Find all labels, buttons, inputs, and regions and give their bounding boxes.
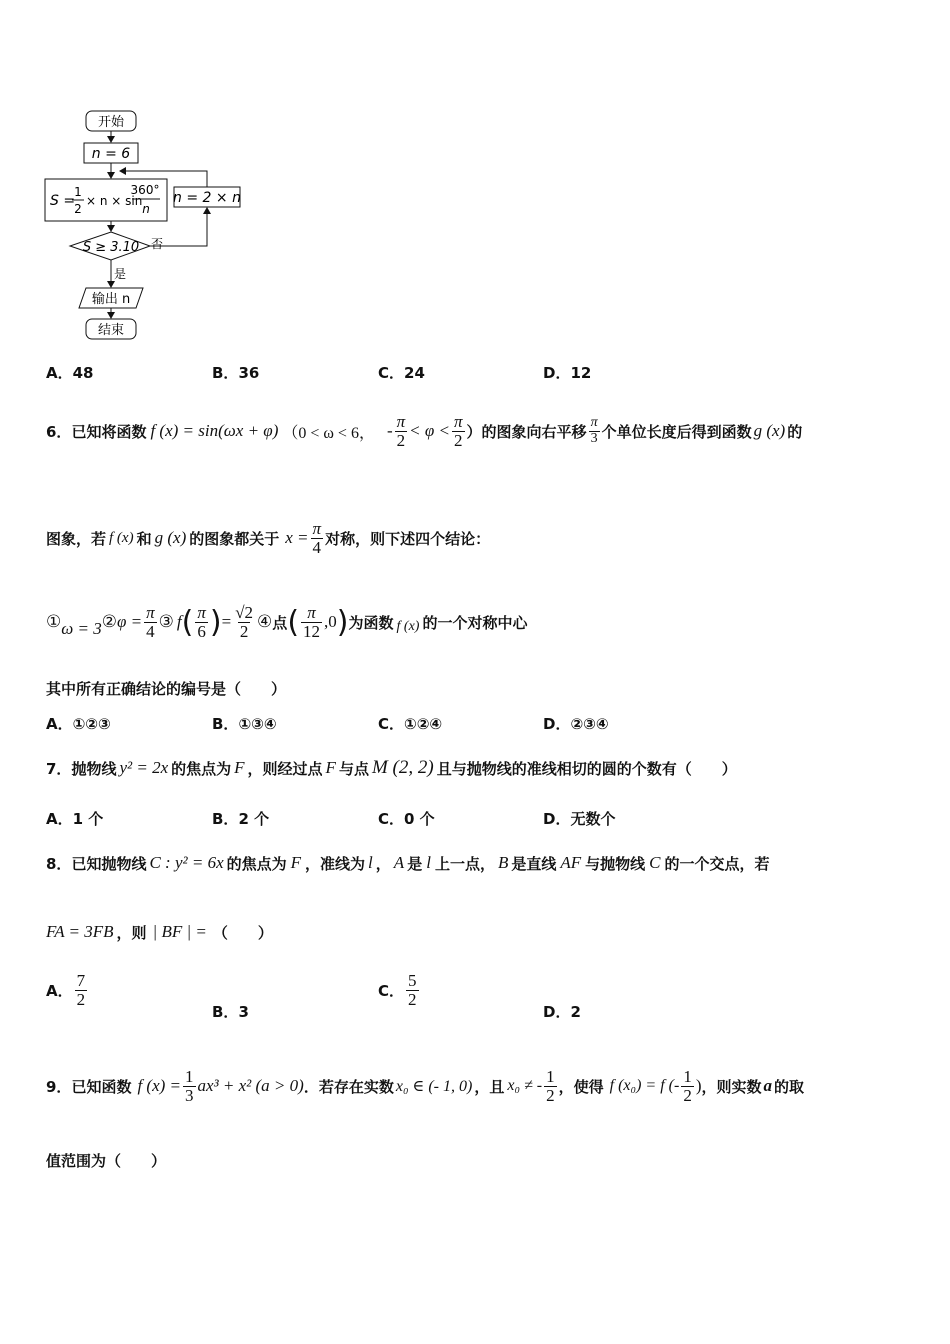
flow-condition-text: S ≥ 3.10: [82, 240, 140, 255]
q6-frac-pi4-b: $\frac{\pi}{4}$: [146, 602, 155, 641]
q8-frac-a: $\frac{7}{2}$: [76, 971, 86, 1009]
flowchart: [40, 105, 260, 345]
q6-cond1: （0 < ω < 6，: [282, 424, 375, 442]
q6-frac-pi6: $\frac{\pi}{6}$: [197, 602, 206, 641]
q8-option-a: A． $\frac{7}{2}$: [46, 971, 86, 1009]
q8-a: A: [393, 853, 405, 872]
q7-eq: y² = 2x: [119, 758, 169, 777]
q8-c: C: [649, 853, 661, 872]
q6-frac-pi2-b: $\frac{\pi}{2}$: [454, 411, 463, 450]
q6-frac-pi3: $\frac{\pi}{3}$: [590, 414, 598, 446]
q7-option-b: B．2 个: [212, 810, 270, 828]
q7-f-2: F: [325, 758, 336, 777]
q6-line-2: 图象，若 f (x) 和 g (x) 的图象都关于 x = $\frac{\pi}{4}$ 对称，则下述四个结论：: [46, 518, 491, 557]
q6-fx-2: f (x): [396, 619, 420, 634]
q6-comma0: ,0: [324, 612, 337, 631]
q6-option-d: D．②③④: [543, 715, 609, 733]
q8-c-eq: C : y² = 6x: [149, 853, 224, 872]
flow-output-text: 输出 n: [91, 292, 131, 307]
q6-g: g (x): [753, 421, 786, 440]
flow-update-text: n = 2 × n: [173, 190, 241, 206]
flow-yes-label: 是: [114, 267, 127, 281]
q8-option-c: C． $\frac{5}{2}$: [378, 971, 417, 1009]
flow-formula-angle-den: n: [142, 202, 150, 216]
q9-frac-half: $\frac{1}{2}$: [546, 1066, 555, 1105]
q7-line: 7． 抛物线 y² = 2x 的焦点为 F ，则经过点 F 与点 M (2, 2) 且与抛物线的准线相切的圆的个数有（ ）: [46, 757, 737, 778]
q5-option-a: A．48: [46, 364, 94, 382]
q6-frac-pi4: $\frac{\pi}{4}$: [312, 518, 322, 557]
flow-formula-half-den: 2: [74, 202, 82, 216]
q6-question-line: 其中所有正确结论的编号是（ ）: [46, 680, 287, 698]
q9-x0-in: x₀ ∈ (- 1, 0): [395, 1078, 473, 1095]
q8-b: B: [497, 853, 509, 872]
flow-formula-s: S =: [50, 193, 76, 209]
q6-option-b: B．①③④: [212, 715, 277, 733]
q5-option-d: D．12: [543, 364, 592, 382]
q6-c2-expr: φ =: [116, 612, 143, 631]
q6-frac-pi12: $\frac{\pi}{12}$: [303, 602, 321, 641]
q6-frac-sqrt2: $\frac{√2}{2}$: [235, 602, 254, 641]
q9-f-post: ax³ + x² (a > 0): [197, 1076, 304, 1095]
q6-line-3: ① ω = 3 ② φ = $\frac{\pi}{4}$ ③ f ( $\frac{\pi}{6}$ ) = $\frac{√2}{2}$ ④ 点 ( $\frac{\pi}{12}$ ,0 ) 为函数 f (x) 的一个对称中心: [46, 602, 528, 641]
q9-frac-half-2: $\frac{1}{2}$: [683, 1066, 692, 1105]
flow-end-text: 结束: [97, 323, 125, 338]
q9-line-1: 9． 已知函数 f (x) = $\frac{1}{3}$ ax³ + x² (a > 0) ．若存在实数 x₀ ∈ (- 1, 0) ，且 x₀ ≠ - $\frac{1}{2}$ ，使得 f (x₀) = f (- $\frac{1}{2}$ ) ，则实数 a 的取: [46, 1066, 805, 1105]
q6-line-1: 6． 已知将函数 f (x) = sin(ωx + φ) （0 < ω < 6， - $\frac{\pi}{2}$ < φ < $\frac{\pi}{2}$ ）的图象向右平移 $\frac{\pi}{3}$ 个单位长度后得到函数 g (x) 的: [46, 411, 803, 450]
q6-g-2: g (x): [154, 528, 187, 547]
q8-af: AF: [560, 853, 582, 872]
q5-option-c: C．24: [378, 364, 425, 382]
q6-fx: f (x): [109, 529, 134, 546]
q9-x0-ne: x₀ ≠ -: [507, 1077, 543, 1094]
q9-f-pre: f (x) =: [137, 1076, 182, 1095]
q9-line-2: 值范围为（ ）: [46, 1152, 167, 1170]
q6-cond2-mid: < φ <: [409, 421, 451, 440]
q8-l-2: l: [426, 853, 431, 872]
q5-option-b: B．36: [212, 364, 260, 382]
q6-conclusion-4: ④: [257, 612, 273, 631]
q8-bf: | BF | =: [152, 922, 207, 941]
q6-option-a: A．①②③: [46, 715, 111, 733]
q6-frac-pi2-a: $\frac{\pi}{2}$: [396, 411, 406, 450]
q8-vec: FA = 3FB: [46, 922, 114, 941]
q7-option-a: A．1 个: [46, 810, 104, 828]
q6-conclusion-3: ③: [158, 612, 174, 631]
q7-option-d: D．无数个: [543, 810, 616, 828]
q6-conclusion-1: ①: [46, 612, 62, 631]
q6-x-eq: x =: [285, 528, 309, 547]
flow-formula-body: × n × sin: [86, 194, 143, 208]
q6-f-def: f (x) = sin(ωx + φ): [150, 421, 279, 440]
q9-a: a: [763, 1076, 773, 1095]
q6-eq: =: [221, 612, 232, 631]
q7-m: M (2, 2): [371, 757, 434, 778]
q8-option-d: D．2: [543, 1003, 581, 1021]
q9-close: ): [695, 1076, 702, 1095]
q6-cond2-pre: -: [386, 421, 393, 440]
q8-frac-c: $\frac{5}{2}$: [408, 971, 417, 1009]
flow-formula-angle-num: 360°: [130, 183, 160, 197]
q6-c3-f: f: [176, 612, 182, 631]
flow-init-text: n = 6: [91, 146, 131, 162]
q7-f: F: [234, 758, 245, 777]
q9-frac-third: $\frac{1}{3}$: [185, 1066, 194, 1105]
q6-option-c: C．①②④: [378, 715, 443, 733]
flow-formula-half-num: 1: [74, 185, 82, 199]
q7-option-c: C．0 个: [378, 810, 435, 828]
q8-line-1: 8． 已知抛物线 C : y² = 6x 的焦点为 F ，准线为 l ， A 是 l 上一点， B 是直线 AF 与抛物线 C 的一个交点，若: [46, 853, 770, 873]
flow-start-text: 开始: [97, 115, 125, 130]
q8-f: F: [290, 853, 302, 872]
q6-c1-expr: ω = 3: [61, 619, 102, 638]
q9-fx0: f (x₀) = f (-: [609, 1077, 680, 1094]
q8-l: l: [368, 853, 373, 872]
q8-line-2: FA = 3FB ，则 | BF | = （ ）: [46, 922, 273, 942]
q6-conclusion-2: ②: [101, 612, 117, 631]
q8-option-b: B．3: [212, 1003, 249, 1021]
flow-no-label: 否: [151, 237, 164, 251]
